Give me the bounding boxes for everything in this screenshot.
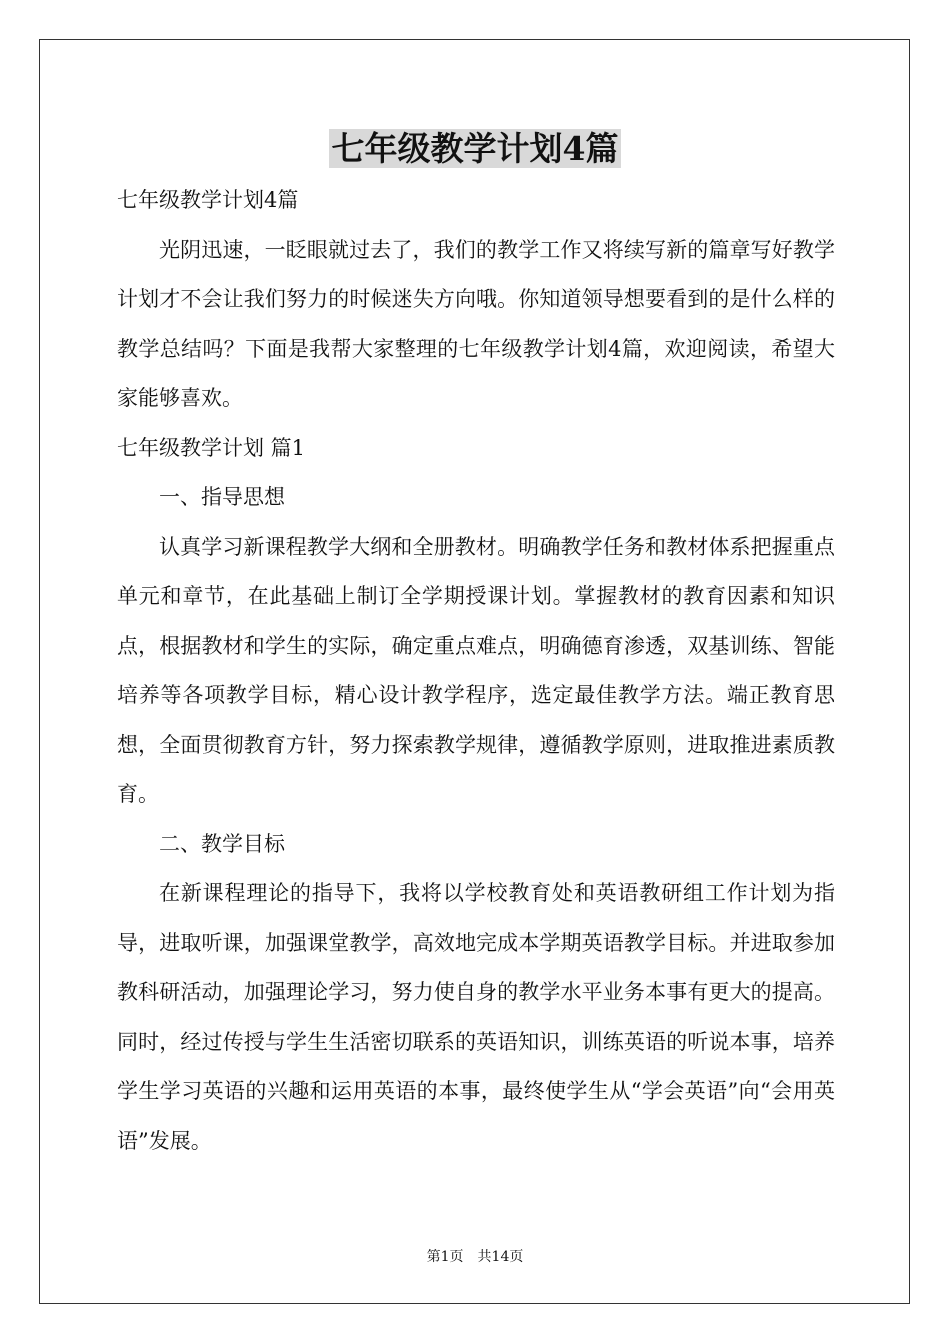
page-total: 共14页 — [477, 1249, 524, 1265]
intro-paragraph: 光阴迅速，一眨眼就过去了，我们的教学工作又将续写新的篇章写好教学计划才不会让我们努力的时候迷失方向哦。你知道领导想要看到的是什么样的教学总结吗？下面是我帮大家整理的七年级教学计划4篇，欢迎阅读，希望大家能够喜欢。 — [117, 237, 835, 410]
part2-heading: 二、教学目标 — [159, 831, 285, 856]
section-title: 七年级教学计划 篇1 — [117, 435, 306, 460]
page-footer — [0, 1247, 950, 1267]
part1-paragraph: 认真学习新课程教学大纲和全册教材。明确教学任务和教材体系把握重点单元和章节，在此基础上制订全学期授课计划。掌握教材的教育因素和知识点，根据教材和学生的实际，确定重点难点，明确德育渗透，双基训练、智能培养等各项教学目标，精心设计教学程序，选定最佳教学方法。端正教育思想，全面贯彻教育方针，努力探索教学规律，遵循教学原则，进取推进素质教育。 — [117, 534, 835, 806]
document-title-text: 七年级教学计划4篇 — [329, 129, 622, 168]
subtitle-line: 七年级教学计划4篇 — [117, 188, 299, 212]
document-body — [117, 176, 835, 1166]
document-title — [0, 124, 950, 174]
part1-heading: 一、指导思想 — [159, 485, 285, 509]
part2-paragraph: 在新课程理论的指导下，我将以学校教育处和英语教研组工作计划为指导，进取听课，加强课堂教学，高效地完成本学期英语教学目标。并进取参加教科研活动，加强理论学习，努力使自身的教学水平业务本事有更大的提高。同时，经过传授与学生生活密切联系的英语知识，训练英语的听说本事，培养学生学习英语的兴趣和运用英语的本事，最终使学生从“学会英语”向“会用英语”发展。 — [117, 881, 835, 1153]
page-number: 第1页 — [426, 1249, 464, 1265]
